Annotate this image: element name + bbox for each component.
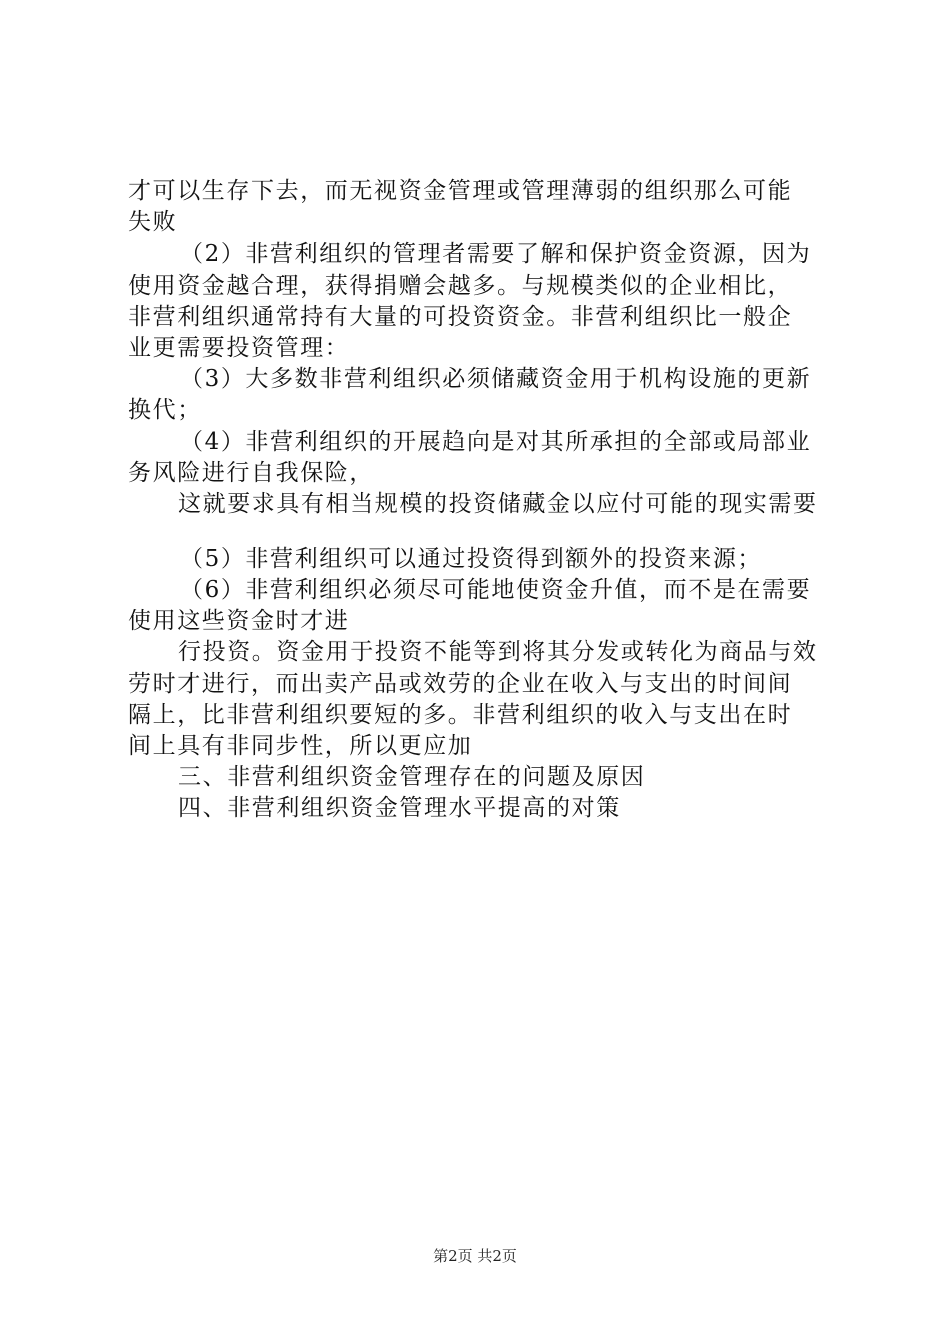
paragraph-line: 这就要求具有相当规模的投资储藏金以应付可能的现实需要 — [178, 491, 818, 517]
paragraph-line: （5）非营利组织可以通过投资得到额外的投资来源； — [180, 546, 763, 572]
paragraph-line: 业更需要投资管理： — [128, 335, 350, 361]
paragraph-line: （2）非营利组织的管理者需要了解和保护资金资源，因为 — [180, 241, 812, 267]
paragraph-line: （3）大多数非营利组织必须储藏资金用于机构设施的更新 — [180, 366, 812, 392]
paragraph-line: 务风险进行自我保险， — [128, 460, 374, 486]
paragraph-line: 隔上，比非营利组织要短的多。非营利组织的收入与支出在时 — [128, 702, 793, 728]
section-heading: 三、非营利组织资金管理存在的问题及原因 — [178, 764, 646, 790]
page-number-footer: 第2页 共2页 — [433, 1247, 517, 1265]
paragraph-line: 使用这些资金时才进 — [128, 608, 350, 634]
paragraph-line: 间上具有非同步性，所以更应加 — [128, 733, 473, 759]
paragraph-line: 行投资。资金用于投资不能等到将其分发或转化为商品与效 — [178, 639, 818, 665]
paragraph-line: （6）非营利组织必须尽可能地使资金升值，而不是在需要 — [180, 577, 812, 603]
paragraph-line: （4）非营利组织的开展趋向是对其所承担的全部或局部业 — [180, 429, 812, 455]
paragraph-line: 失败 — [128, 209, 178, 235]
paragraph-line: 非营利组织通常持有大量的可投资资金。非营利组织比一般企 — [128, 304, 793, 330]
paragraph-line: 才可以生存下去，而无视资金管理或管理薄弱的组织那么可能 — [128, 178, 793, 204]
paragraph-line: 劳时才进行，而出卖产品或效劳的企业在收入与支出的时间间 — [128, 671, 793, 697]
paragraph-line: 换代； — [128, 397, 202, 423]
paragraph-line: 使用资金越合理，获得捐赠会越多。与规模类似的企业相比， — [128, 273, 793, 299]
section-heading: 四、非营利组织资金管理水平提高的对策 — [178, 795, 621, 821]
